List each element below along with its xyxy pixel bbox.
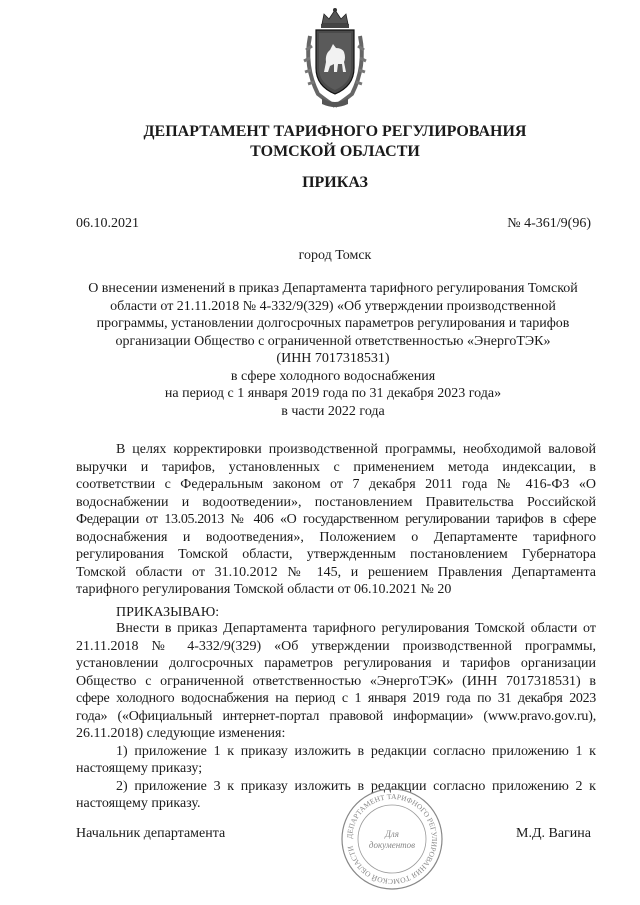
signatory-title: Начальник департамента [76,826,226,841]
preamble-line: Томской области от 31.10.2012 № 145, и решением Правления Департамента [76,564,596,580]
order-line: 21.11.2018 № 4-332/9(329) «Об утверждении производственной программы, [76,638,596,654]
stamp-center-line1: Для [385,829,399,839]
subject-line: в части 2022 года [281,403,385,419]
subject-line: области от 21.11.2018 № 4-332/9(329) «Об утверждении производственной [110,298,556,314]
preamble-paragraph [76,441,596,599]
order-item-2-cont: настоящему приказу. [76,796,201,811]
stamp-center-line2: документов [368,840,416,850]
order-date: 06.10.2021 [76,216,139,231]
department-title [60,122,610,162]
preamble-line: выручки и тарифов, установленных с применением метода индексации, в [76,459,596,475]
subject-line: (ИНН 7017318531) [276,351,390,366]
order-body [76,620,596,813]
preamble-line: В целях корректировки производственной программы, необходимой валовой [116,442,596,457]
order-item-1: 1) приложение 1 к приказу изложить в редакции согласно приложению 1 к [116,743,596,759]
subject-line: О внесении изменений в приказ Департамента тарифного регулирования Томской [88,281,578,296]
order-line: установлении долгосрочных параметров регулирования и тарифов организации [76,656,596,671]
order-line: Внести в приказ Департамента тарифного регулирования Томской области от [116,621,596,636]
stamp-ring-text: ДЕПАРТАМЕНТ ТАРИФНОГО РЕГУЛИРОВАНИЯ ТОМСКОЙ ОБЛАСТИ [344,791,440,887]
official-stamp [340,787,444,891]
signatory-name: М.Д. Вагина [516,826,591,841]
order-line: 26.11.2018) следующие изменения: [76,726,286,741]
subject-line: в сфере холодного водоснабжения [230,368,436,384]
preamble-line: Федерации от 13.05.2013 № 406 «О государственном регулировании тарифов в сфере [76,512,596,527]
order-item-1-cont: настоящему приказу; [76,761,203,776]
order-declaration: ПРИКАЗЫВАЮ: [116,605,220,620]
department-title-line1: ДЕПАРТАМЕНТ ТАРИФНОГО РЕГУЛИРОВАНИЯ [143,123,527,140]
order-line: Общество с ограниченной ответственностью «ЭнергоТЭК» (ИНН 7017318531) в [76,673,596,689]
subject-line: программы, установлении долгосрочных параметров регулирования и тарифов [96,316,570,331]
department-title-line2: ТОМСКОЙ ОБЛАСТИ [250,143,420,160]
document-type: ПРИКАЗ [302,174,368,191]
preamble-line: водоснабжения и водоотведения», Положением о Департаменте тарифного [76,529,596,545]
preamble-line: соответствии с Федеральным законом от 7 декабря 2011 года № 416-ФЗ «О [76,477,596,492]
order-line: года» («Официальный интернет-портал правовой информации» (www.pravo.gov.ru), [76,708,596,724]
order-subject [76,280,590,420]
city-name: город Томск [298,248,372,263]
preamble-line: тарифного регулирования Томской области от 06.10.2021 № 20 [76,582,452,597]
order-item-2: 2) приложение 3 к приказу изложить в редакции согласно приложению 2 к [116,778,596,794]
order-line: сфере холодного водоснабжения на период с 1 января 2019 года по 31 декабря 2023 [76,691,596,706]
order-number: № 4-361/9(96) [507,216,591,231]
preamble-line: регулирования Томской области, утвержденным постановлением Губернатора [76,547,596,562]
subject-line: организации Общество с ограниченной ответственностью «ЭнергоТЭК» [115,333,551,349]
preamble-line: водоснабжении и водоотведении», постановлением Правительства Российской [76,494,596,510]
subject-line: на период с 1 января 2019 года по 31 декабря 2023 года» [164,386,502,401]
coat-of-arms-emblem [298,6,372,110]
